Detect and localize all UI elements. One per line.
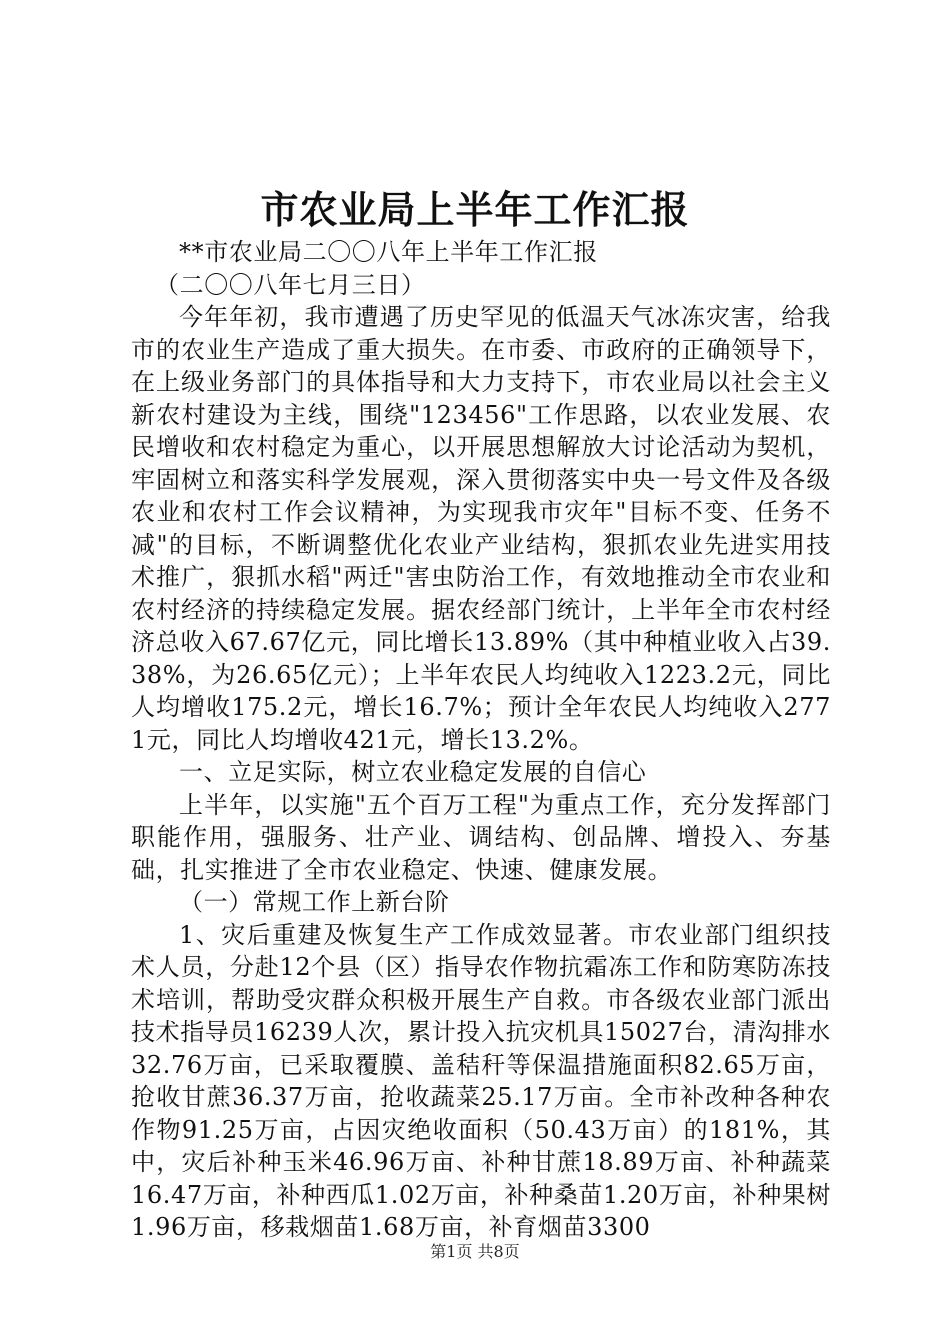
subsection-heading: （一）常规工作上新台阶 — [179, 888, 450, 916]
document-title: 市农业局上半年工作汇报 — [260, 187, 690, 232]
subtitle-line: **市农业局二〇〇八年上半年工作汇报 — [179, 238, 598, 266]
document-body — [131, 236, 831, 1244]
page-footer: 第1页 共8页 — [430, 1242, 520, 1261]
item-paragraph: 1、灾后重建及恢复生产工作成效显著。市农业部门组织技术人员，分赴12个县（区）指导农作物抗霜冻工作和防寒防冻技术培训，帮助受灾群众积极开展生产自救。市各级农业部门派出技术指导员16239人次，累计投入抗灾机具15027台，清沟排水32.76万亩，已采取覆膜、盖秸秆等保温措施面积82.65万亩，抢收甘蔗36.37万亩，抢收蔬菜25.17万亩。全市补改种各种农作物91.25万亩，占因灾绝收面积（50.43万亩）的181%，其中，灾后补种玉米46.96万亩、补种甘蔗18.89万亩、补种蔬菜16.47万亩，补种西瓜1.02万亩，补种桑苗1.20万亩，补种果树1.96万亩，移栽烟苗1.68万亩，补育烟苗3300 — [131, 920, 831, 1241]
intro-paragraph: 今年年初，我市遭遇了历史罕见的低温天气冰冻灾害，给我市的农业生产造成了重大损失。在市委、市政府的正确领导下，在上级业务部门的具体指导和大力支持下，市农业局以社会主义新农村建设为主线，围绕"123456"工作思路，以农业发展、农民增收和农村稳定为重心，以开展思想解放大讨论活动为契机，牢固树立和落实科学发展观，深入贯彻落实中央一号文件及各级农业和农村工作会议精神，为实现我市灾年"目标不变、任务不减"的目标，不断调整优化农业产业结构，狠抓农业先进实用技术推广，狠抓水稻"两迁"害虫防治工作，有效地推动全市农业和农村经济的持续稳定发展。据农经部门统计，上半年全市农村经济总收入67.67亿元，同比增长13.89%（其中种植业收入占39.38%，为26.65亿元）；上半年农民人均纯收入1223.2元，同比人均增收175.2元，增长16.7%；预计全年农民人均纯收入2771元，同比人均增收421元，增长13.2%。 — [131, 303, 831, 754]
section-heading: 一、立足实际，树立农业稳定发展的自信心 — [179, 758, 647, 786]
date-line: （二〇〇八年七月三日） — [155, 270, 426, 299]
section-paragraph: 上半年，以实施"五个百万工程"为重点工作，充分发挥部门职能作用，强服务、壮产业、调结构、创品牌、增投入、夯基础，扎实推进了全市农业稳定、快速、健康发展。 — [131, 790, 831, 884]
